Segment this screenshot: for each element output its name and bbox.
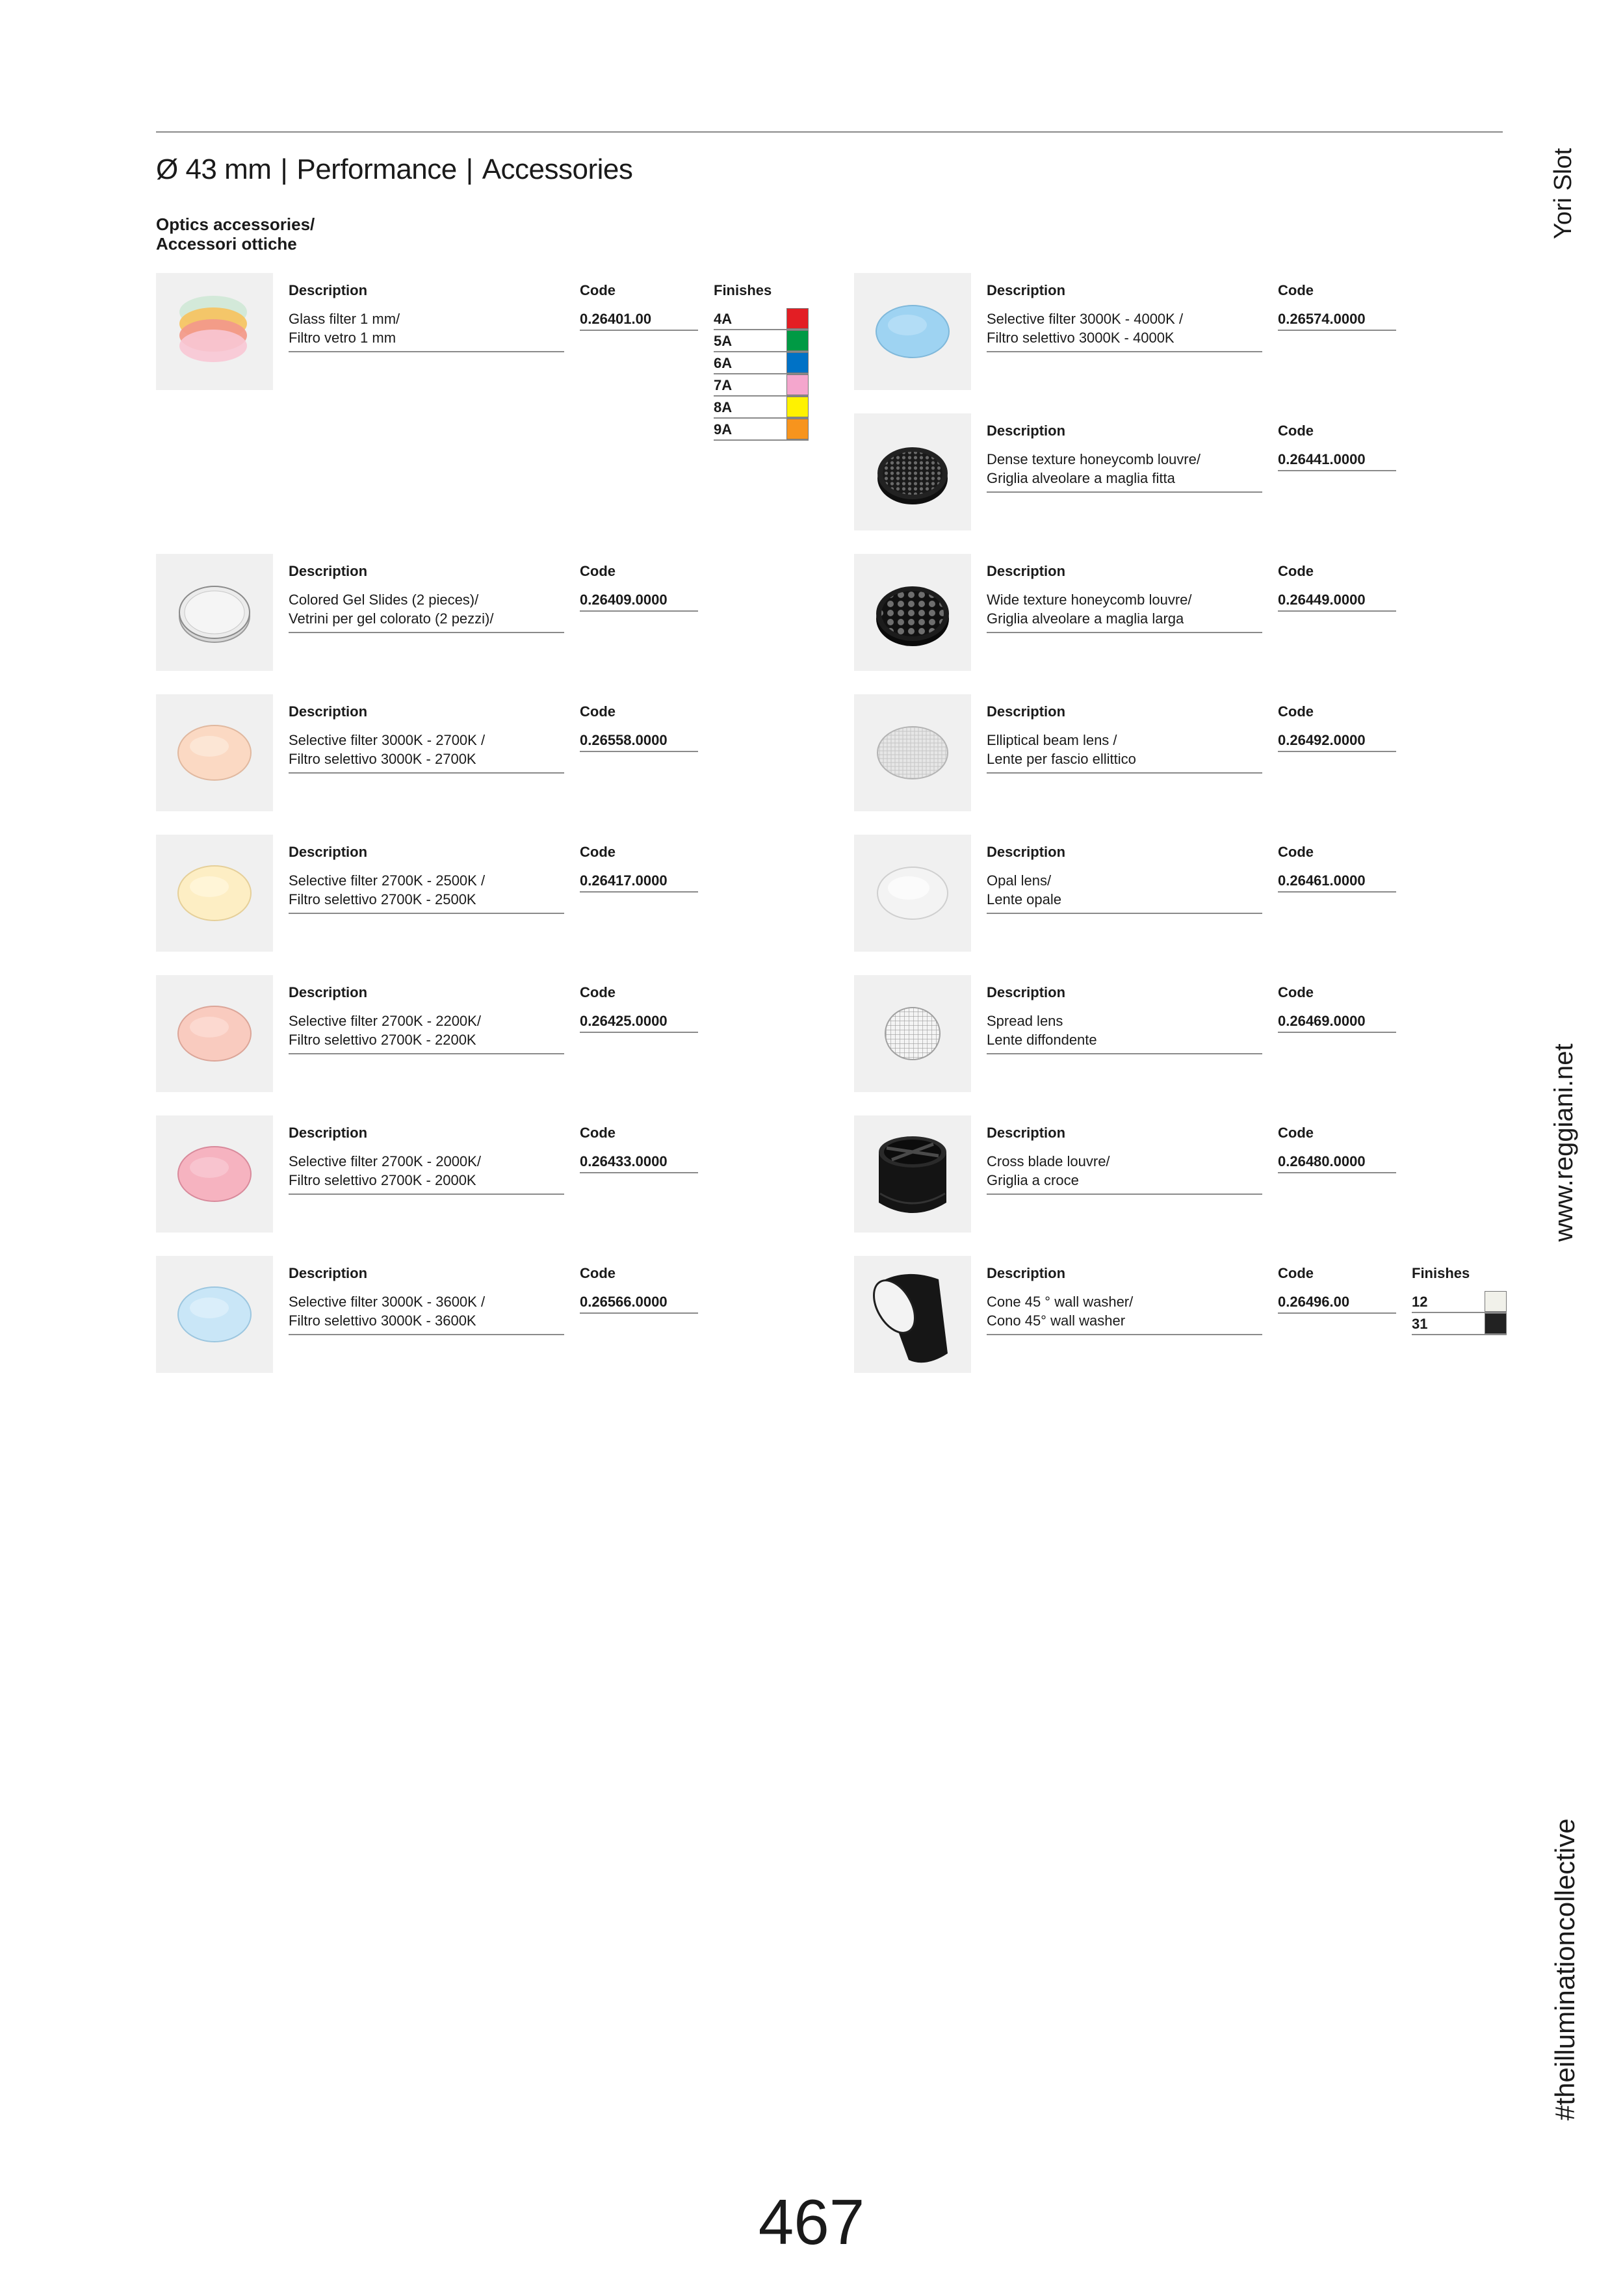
finish-row [714, 374, 809, 397]
description-en: Dense texture honeycomb louvre/ [987, 451, 1201, 467]
section-heading-en: Optics accessories/ [156, 215, 315, 234]
product-cone-wall-washer [854, 1256, 1504, 1373]
code-label: Code [1278, 703, 1314, 720]
product-code: 0.26574.0000 [1278, 309, 1396, 331]
description-en: Cross blade louvre/ [987, 1153, 1110, 1169]
description-label: Description [289, 563, 368, 579]
product-description [987, 450, 1262, 493]
product-code: 0.26492.0000 [1278, 731, 1396, 752]
product-selective-filter [156, 694, 806, 811]
product-selective-filter [156, 1256, 806, 1373]
finish-swatch [1485, 1291, 1507, 1312]
description-en: Elliptical beam lens / [987, 732, 1117, 748]
finish-swatch [786, 419, 809, 439]
finish-swatch [786, 397, 809, 417]
description-it: Griglia alveolare a maglia fitta [987, 470, 1175, 486]
description-label: Description [289, 984, 368, 1000]
description-en: Spread lens [987, 1013, 1063, 1029]
finish-code: 8A [714, 399, 733, 415]
finish-swatch [786, 352, 809, 373]
description-it: Griglia alveolare a maglia larga [987, 610, 1184, 627]
description-label: Description [987, 563, 1066, 579]
description-en: Selective filter 2700K - 2200K/ [289, 1013, 481, 1029]
product-description [987, 309, 1262, 352]
description-it: Filtro vetro 1 mm [289, 330, 396, 346]
code-label: Code [580, 282, 616, 298]
description-it: Filtro selettivo 2700K - 2500K [289, 891, 476, 907]
description-label: Description [987, 1125, 1066, 1141]
elliptical-lens-icon [854, 694, 971, 811]
description-label: Description [289, 844, 368, 860]
product-selective-filter [156, 1115, 806, 1233]
side-hashtag: #theilluminationcollective [1550, 1818, 1580, 2120]
code-label: Code [580, 1125, 616, 1141]
product-description [987, 871, 1262, 914]
title-performance: Performance [296, 153, 457, 185]
product-honeycomb-louvre [854, 554, 1504, 671]
code-label: Code [1278, 423, 1314, 439]
code-label: Code [1278, 1265, 1314, 1281]
description-en: Colored Gel Slides (2 pieces)/ [289, 592, 479, 608]
product-code: 0.26409.0000 [580, 590, 698, 612]
side-brand: Yori Slot [1550, 148, 1577, 239]
description-it: Lente opale [987, 891, 1061, 907]
product-description [987, 1292, 1262, 1335]
finish-row [714, 330, 809, 352]
description-label: Description [289, 1265, 368, 1281]
finish-row [714, 352, 809, 374]
description-label: Description [289, 703, 368, 720]
finish-swatch [1485, 1313, 1507, 1334]
finish-row [714, 419, 809, 441]
finish-swatch [786, 330, 809, 351]
description-en: Selective filter 3000K - 4000K / [987, 311, 1184, 327]
finishes-label: Finishes [1412, 1265, 1470, 1281]
finish-swatch [786, 374, 809, 395]
cross-blade-louvre-icon [854, 1115, 971, 1233]
description-en: Cone 45 ° wall washer/ [987, 1294, 1134, 1310]
description-it: Filtro selettivo 3000K - 4000K [987, 330, 1175, 346]
finish-row [714, 397, 809, 419]
product-code: 0.26566.0000 [580, 1292, 698, 1314]
description-it: Filtro selettivo 3000K - 3600K [289, 1312, 476, 1329]
description-label: Description [987, 984, 1066, 1000]
product-description [289, 590, 564, 633]
finish-row [714, 308, 809, 330]
side-website-link[interactable]: www.reggiani.net [1550, 1043, 1578, 1242]
selective-filter-2700-2000-icon [156, 1115, 273, 1233]
selective-filter-3000-3600-icon [156, 1256, 273, 1373]
product-description [289, 1292, 564, 1335]
product-code: 0.26480.0000 [1278, 1152, 1396, 1173]
product-description [289, 731, 564, 774]
finishes-table [714, 308, 809, 441]
code-label: Code [1278, 563, 1314, 579]
product-opal-lens [854, 835, 1504, 952]
description-label: Description [987, 703, 1066, 720]
selective-filter-2700-2200-icon [156, 975, 273, 1092]
description-label: Description [987, 282, 1066, 298]
product-description [289, 1152, 564, 1195]
description-it: Cono 45° wall washer [987, 1312, 1126, 1329]
product-gel-slides [156, 554, 806, 671]
finish-swatch [786, 308, 809, 329]
code-label: Code [580, 844, 616, 860]
product-code: 0.26449.0000 [1278, 590, 1396, 612]
product-description [987, 731, 1262, 774]
description-it: Filtro selettivo 3000K - 2700K [289, 751, 476, 767]
product-description [289, 871, 564, 914]
code-label: Code [1278, 984, 1314, 1000]
code-label: Code [1278, 844, 1314, 860]
description-en: Wide texture honeycomb louvre/ [987, 592, 1192, 608]
product-description [289, 309, 564, 352]
finishes-label: Finishes [714, 282, 772, 298]
finish-code: 31 [1412, 1316, 1428, 1332]
page-number: 467 [758, 2186, 865, 2258]
description-label: Description [987, 844, 1066, 860]
gel-slides-icon [156, 554, 273, 671]
code-label: Code [1278, 1125, 1314, 1141]
selective-filter-3000-4000-icon [854, 273, 971, 390]
spread-lens-icon [854, 975, 971, 1092]
selective-filter-2700-2500-icon [156, 835, 273, 952]
code-label: Code [1278, 282, 1314, 298]
finishes-table [1412, 1291, 1507, 1335]
description-label: Description [987, 1265, 1066, 1281]
code-label: Code [580, 1265, 616, 1281]
product-code: 0.26417.0000 [580, 871, 698, 893]
product-code: 0.26433.0000 [580, 1152, 698, 1173]
cone-wall-washer-icon [854, 1256, 971, 1373]
description-en: Selective filter 3000K - 3600K / [289, 1294, 486, 1310]
product-selective-filter [156, 835, 806, 952]
opal-lens-icon [854, 835, 971, 952]
product-code: 0.26496.00 [1278, 1292, 1396, 1314]
product-code: 0.26401.00 [580, 309, 698, 331]
description-it: Lente per fascio ellittico [987, 751, 1136, 767]
product-elliptical-lens [854, 694, 1504, 811]
finish-row [1412, 1313, 1507, 1335]
product-code: 0.26425.0000 [580, 1011, 698, 1033]
finish-code: 5A [714, 333, 733, 349]
finish-code: 9A [714, 421, 733, 437]
description-en: Selective filter 2700K - 2000K/ [289, 1153, 481, 1169]
page-title [156, 153, 632, 186]
description-label: Description [289, 1125, 368, 1141]
product-description [289, 1011, 564, 1054]
product-code: 0.26461.0000 [1278, 871, 1396, 893]
product-code: 0.26558.0000 [580, 731, 698, 752]
description-label: Description [987, 423, 1066, 439]
description-it: Filtro selettivo 2700K - 2000K [289, 1172, 476, 1188]
product-code: 0.26441.0000 [1278, 450, 1396, 471]
finish-row [1412, 1291, 1507, 1313]
description-en: Glass filter 1 mm/ [289, 311, 400, 327]
product-cross-blade-louvre [854, 1115, 1504, 1233]
code-label: Code [580, 984, 616, 1000]
description-en: Selective filter 2700K - 2500K / [289, 872, 486, 889]
description-label: Description [289, 282, 368, 298]
product-code: 0.26469.0000 [1278, 1011, 1396, 1033]
product-selective-filter [156, 975, 806, 1092]
description-en: Opal lens/ [987, 872, 1052, 889]
description-it: Lente diffondente [987, 1032, 1097, 1048]
description-it: Filtro selettivo 2700K - 2200K [289, 1032, 476, 1048]
title-separator: | [280, 153, 288, 185]
product-description [987, 590, 1262, 633]
finish-code: 12 [1412, 1294, 1428, 1310]
product-selective-filter [854, 273, 1504, 390]
title-size: Ø 43 mm [156, 153, 272, 185]
wide-honeycomb-louvre-icon [854, 554, 971, 671]
finish-code: 7A [714, 377, 733, 393]
product-honeycomb-louvre [854, 413, 1504, 530]
section-heading [156, 215, 315, 254]
description-it: Vetrini per gel colorato (2 pezzi)/ [289, 610, 494, 627]
top-rule [156, 131, 1503, 133]
dense-honeycomb-louvre-icon [854, 413, 971, 530]
description-en: Selective filter 3000K - 2700K / [289, 732, 486, 748]
title-separator: | [465, 153, 473, 185]
finish-code: 6A [714, 355, 733, 371]
product-description [987, 1152, 1262, 1195]
description-it: Griglia a croce [987, 1172, 1079, 1188]
code-label: Code [580, 703, 616, 720]
product-glass-filter [156, 273, 806, 437]
section-heading-it: Accessori ottiche [156, 234, 297, 254]
code-label: Code [580, 563, 616, 579]
product-description [987, 1011, 1262, 1054]
selective-filter-3000-2700-icon [156, 694, 273, 811]
title-accessories: Accessories [482, 153, 633, 185]
finish-code: 4A [714, 311, 733, 327]
product-spread-lens [854, 975, 1504, 1092]
glass-filter-icon [156, 273, 273, 390]
